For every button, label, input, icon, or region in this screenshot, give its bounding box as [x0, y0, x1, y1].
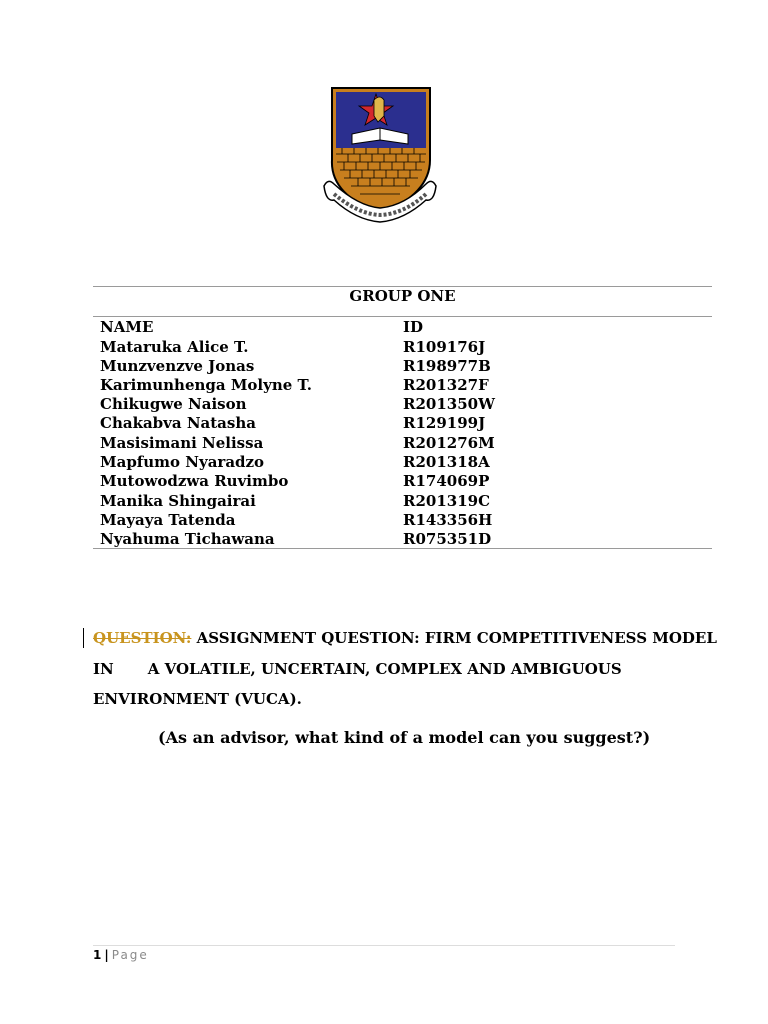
member-id: R129199J — [403, 414, 486, 432]
university-crest — [318, 82, 442, 226]
table-row — [100, 530, 700, 549]
member-name: Munzvenzve Jonas — [100, 357, 255, 375]
sub-question: (As an advisor, what kind of a model can you suggest?) — [158, 728, 651, 747]
member-id: R109176J — [403, 338, 486, 356]
page-number: 1 — [93, 948, 102, 962]
table-row — [100, 338, 700, 357]
question-line-2 — [93, 660, 622, 678]
member-id: R201350W — [403, 395, 495, 413]
question-text-2: A VOLATILE, UNCERTAIN, COMPLEX AND AMBIGUOUS — [147, 660, 622, 678]
member-name: Mapfumo Nyaradzo — [100, 453, 265, 471]
member-name: Nyahuma Tichawana — [100, 530, 275, 548]
table-row — [100, 492, 700, 511]
question-line-3: ENVIRONMENT (VUCA). — [93, 690, 302, 708]
table-row — [100, 453, 700, 472]
member-name: Mataruka Alice T. — [100, 338, 249, 356]
table-row — [100, 395, 700, 414]
struck-question-label: QUESTION: — [93, 629, 192, 647]
member-name: Mutowodzwa Ruvimbo — [100, 472, 289, 490]
question-line-1 — [93, 629, 717, 647]
table-row — [100, 434, 700, 453]
table-header-rule — [93, 316, 712, 317]
table-row — [100, 357, 700, 376]
member-name: Masisimani Nelissa — [100, 434, 264, 452]
member-id: R201276M — [403, 434, 495, 452]
member-id: R075351D — [403, 530, 492, 548]
page-label: Page — [111, 948, 149, 962]
page-footer — [93, 948, 149, 962]
footer-separator: | — [104, 948, 109, 962]
member-name: Chikugwe Naison — [100, 395, 247, 413]
question-text-1: ASSIGNMENT QUESTION: FIRM COMPETITIVENESS MODEL — [191, 629, 717, 647]
member-id: R201318A — [403, 453, 490, 471]
table-row — [100, 511, 700, 530]
member-name: Mayaya Tatenda — [100, 511, 236, 529]
table-row — [100, 472, 700, 491]
table-row — [100, 414, 700, 433]
member-name: Chakabva Natasha — [100, 414, 256, 432]
footer-rule — [93, 945, 675, 946]
member-id: R198977B — [403, 357, 491, 375]
name-header: NAME — [100, 318, 154, 336]
member-id: R174069P — [403, 472, 490, 490]
member-id: R201319C — [403, 492, 491, 510]
id-header: ID — [403, 318, 424, 336]
question-text-2-prefix: IN — [93, 660, 114, 678]
group-title: GROUP ONE — [349, 287, 456, 305]
member-id: R201327F — [403, 376, 489, 394]
table-row — [100, 376, 700, 395]
text-cursor — [83, 628, 84, 648]
member-id: R143356H — [403, 511, 493, 529]
member-name: Karimunhenga Molyne T. — [100, 376, 312, 394]
table-header-row — [100, 318, 700, 337]
table-bottom-rule — [93, 548, 712, 549]
member-name: Manika Shingairai — [100, 492, 256, 510]
